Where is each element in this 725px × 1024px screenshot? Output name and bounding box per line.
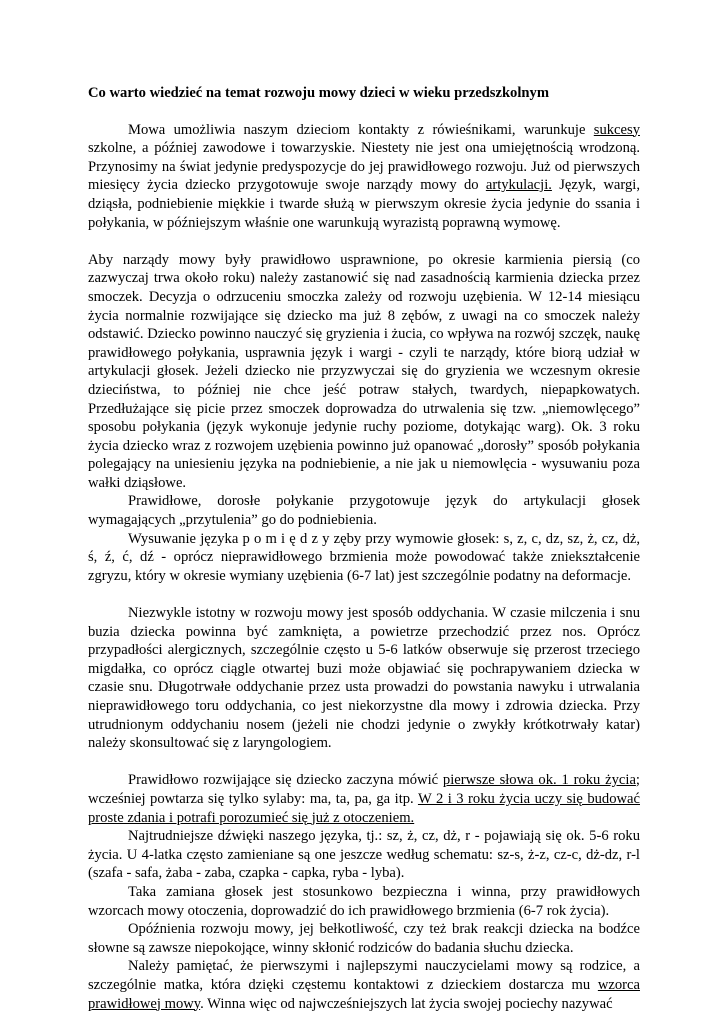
paragraph-tongue: Wysuwanie języka p o m i ę d z y zęby przy wymowie głosek: s, z, c, dz, sz, ż, cz, dż, ś, ź, ć, dź - oprócz nieprawidłowego brzmienia może powodować także zniekształcenie zgryzu, który w okresie wymiany uzębienia (6-7 lat) jest szczególnie podatny na deformacje. — [88, 530, 640, 584]
paragraph-parents — [88, 957, 640, 1013]
text-run: Należy pamiętać, że pierwszymi i najlepszymi nauczycielami mowy są rodzice, a szczególnie matka, która dzięki częstemu kontaktowi z dzieckiem dostarcza mu — [88, 958, 640, 993]
underlined-text: pierwsze słowa ok. 1 roku życia — [442, 772, 636, 789]
underlined-text: artykulacji. — [485, 177, 552, 194]
paragraph-sound-substitution: Taka zamiana głosek jest stosunkowo bezpieczna i winna, przy prawidłowych wzorcach mowy otoczenia, doprowadzić do ich prawidłowego brzmienia (6-7 rok życia). — [88, 883, 640, 919]
document-page — [88, 84, 640, 1013]
paragraph-difficult-sounds: Najtrudniejsze dźwięki naszego języka, tj.: sz, ż, cz, dż, r - pojawiają się ok. 5-6 roku życia. U 4-latka często zamieniane są one jeszcze według schematu: sz-s, ż-z, cz-c, dż-dz, r-l (szafa - safa, żaba - zaba, czapka - capka, ryba - lyba). — [88, 828, 640, 882]
paragraph-pacifier: Aby narządy mowy były prawidłowo usprawnione, po okresie karmienia piersią (co zazwyczaj trwa około roku) należy zastanowić się nad zasadnością karmienia dziecka przez smoczek. Decyzja o odrzuceniu smoczka zależy od rozwoju uzębienia. W 12-14 miesiącu życia normalnie rozwijające się dziecko ma już 8 zębów, z uwagi na co smoczek należy odstawić. Dziecko powinno nauczyć się gryzienia i żucia, co wpływa na rozwój szczęk, naukę prawidłowego połykania, usprawnia język i wargi - czyli te narządy, które biorą udział w artykulacji głosek. Jeżeli dziecko nie przyzwyczai się do gryzienia we wczesnym okresie dzieciństwa, to później nie chce jeść potraw stałych, twardych, niepapkowatych. Przedłużające się picie przez smoczek doprowadza do utrwalenia się tzw. „niemowlęcego” sposobu połykania (język wykonuje jedynie ruchy poziome, dotykając warg). Ok. 3 roku życia dziecko wraz z rozwojem uzębienia powinno już opanować „dorosły” sposób połykania polegający na uniesieniu języka na podniebienie, a nie jak u niemowlęcia - wysuwaniu poza wałki dziąsłowe. — [88, 251, 640, 491]
underlined-text: wzorca prawidłowej mowy — [88, 976, 640, 1012]
document-title: Co warto wiedzieć na temat rozwoju mowy dzieci w wieku przedszkolnym — [88, 85, 549, 101]
paragraph-first-words — [88, 771, 640, 827]
text-run: . Winna więc od najwcześniejszych lat życia swojej pociechy nazywać — [200, 995, 613, 1012]
text-run: szkolne, a później zawodowe i towarzyskie. Niestety nie jest ona umiejętnością wrodzoną. Przynosimy na świat jedynie predyspozycje do jej prawidłowego rozwoju. Już od pierwszych miesięcy życia dziecko przygotowuje swoje narządy mowy do — [88, 140, 640, 194]
paragraph-delays: Opóźnienia rozwoju mowy, jej bełkotliwość, czy też brak reakcji dziecka na bodźce słowne są zawsze niepokojące, winny skłonić rodziców do badania słuchu dziecka. — [88, 921, 640, 956]
text-run: Język, wargi, dziąsła, podniebienie miękkie i twarde służą w pierwszym okresie życia jedynie do ssania i połykania, w późniejszym właśnie one warunkują wyrazistą poprawną wymowę. — [88, 177, 640, 231]
underlined-text: sukcesy — [593, 121, 640, 138]
text-run: ; wcześniej powtarza się tylko sylaby: ma, ta, pa, ga itp. — [88, 772, 640, 807]
paragraph-speech-intro — [88, 121, 640, 233]
underlined-text: W 2 i 3 roku życia uczy się budować proste zdania i potrafi porozumieć się już z otoczeniem. — [88, 790, 640, 826]
text-run: Mowa umożliwia naszym dzieciom kontakty z rówieśnikami, warunkuje — [128, 121, 594, 138]
text-run: Prawidłowo rozwijające się dziecko zaczyna mówić — [128, 772, 443, 789]
paragraph-swallowing: Prawidłowe, dorosłe połykanie przygotowuje język do artykulacji głosek wymagających „przytulenia” go do podniebienia. — [88, 493, 640, 529]
paragraph-breathing: Niezwykle istotny w rozwoju mowy jest sposób oddychania. W czasie milczenia i snu buzia dziecka powinna być zamknięta, a powietrze przechodzić przez nos. Oprócz przypadłości alergicznych, szczególnie często u 5-6 latków obserwuje się przerost trzeciego migdałka, co oprócz ciągle otwartej buzi może objawiać się pochrapywaniem dziecka w czasie snu. Długotrwałe oddychanie przez usta prowadzi do powstania nawyku i utrwalania nieprawidłowego toru oddychania, co jest niekorzystne dla mowy i zdrowia dziecka. Przy utrudnionym oddychaniu nosem (jeżeli nie chodzi jedynie o zwykły krótkotrwały katar) należy skonsultować się z laryngologiem. — [88, 605, 640, 752]
